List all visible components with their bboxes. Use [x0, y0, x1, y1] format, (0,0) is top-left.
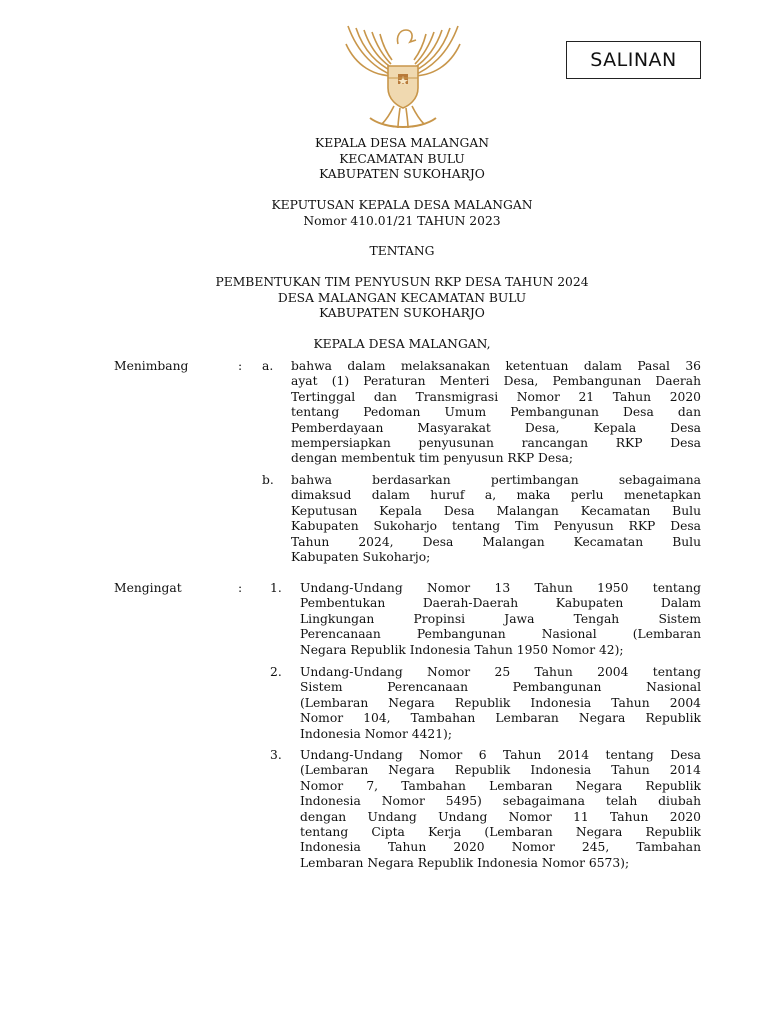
text-line: (Lembaran Negara Republik Indonesia Tahun 2004	[300, 695, 701, 710]
text-line: Indonesia Tahun 2020 Nomor 245, Tambahan	[300, 840, 701, 855]
text-line: Undang-Undang Nomor 6 Tahun 2014 tentang Desa	[300, 748, 701, 762]
text-line: Perencanaan Pembangunan Nasional (Lembaran	[300, 627, 701, 642]
mengingat-item-1	[300, 581, 701, 658]
mengingat-marker-2: 2.	[270, 665, 282, 679]
mengingat-item-2	[300, 665, 701, 742]
text-line: bahwa berdasarkan pertimbangan sebagaimana	[291, 473, 701, 487]
text-line: mempersiapkan penyusunan rancangan RKP Desa	[291, 436, 701, 451]
subject-line-2: DESA MALANGAN KECAMATAN BULU	[277, 290, 527, 305]
text-line: Tahun 2024, Desa Malangan Kecamatan Bulu	[291, 534, 701, 549]
text-line: dimaksud dalam huruf a, maka perlu menetapkan	[291, 488, 701, 503]
text-line: Indonesia Nomor 5495) sebagaimana telah diubah	[300, 794, 701, 809]
text-line: tentang Pedoman Umum Pembangunan Desa dan	[291, 405, 701, 420]
authority-line-1: KEPALA DESA MALANGAN	[315, 136, 489, 150]
text-line: Negara Republik Indonesia Tahun 1950 Nomor 42);	[300, 642, 624, 657]
menimbang-item-a	[291, 359, 701, 467]
text-line: Tertinggal dan Transmigrasi Nomor 21 Tahun 2020	[291, 389, 701, 404]
text-line: Undang-Undang Nomor 25 Tahun 2004 tentang	[300, 665, 701, 679]
text-line: Nomor 104, Tambahan Lembaran Negara Republik	[300, 711, 701, 726]
text-line: Nomor 7, Tambahan Lembaran Negara Republik	[300, 778, 701, 793]
menimbang-item-b	[291, 473, 701, 565]
text-line: dengan Undang Undang Nomor 11 Tahun 2020	[300, 809, 701, 824]
salinan-stamp: SALINAN	[566, 41, 701, 79]
text-line: Sistem Perencanaan Pembangunan Nasional	[300, 680, 701, 695]
text-line: tentang Cipta Kerja (Lembaran Negara Republik	[300, 825, 701, 840]
decree-number: Nomor 410.01/21 TAHUN 2023	[303, 213, 501, 228]
mengingat-label: Mengingat	[114, 581, 182, 595]
subject-line-1: PEMBENTUKAN TIM PENYUSUN RKP DESA TAHUN 2024	[215, 275, 589, 289]
text-line: bahwa dalam melaksanakan ketentuan dalam Pasal 36	[291, 359, 701, 373]
menimbang-marker-a: a.	[262, 359, 274, 373]
mengingat-colon: :	[238, 581, 243, 595]
text-line: Keputusan Kepala Desa Malangan Kecamatan Bulu	[291, 503, 701, 518]
garuda-pancasila-emblem-icon	[336, 14, 470, 136]
text-line: dengan membentuk tim penyusun RKP Desa;	[291, 451, 573, 466]
mengingat-marker-1: 1.	[270, 581, 282, 595]
text-line: Pemberdayaan Masyarakat Desa, Kepala Desa	[291, 420, 701, 435]
text-line: Kabupaten Sukoharjo tentang Tim Penyusun RKP Desa	[291, 519, 701, 534]
mengingat-item-3	[300, 748, 701, 871]
text-line: Undang-Undang Nomor 13 Tahun 1950 tentang	[300, 581, 701, 595]
subject-line-3: KABUPATEN SUKOHARJO	[319, 306, 485, 320]
about-heading: TENTANG	[369, 244, 435, 258]
mengingat-marker-3: 3.	[270, 748, 282, 762]
text-line: Kabupaten Sukoharjo;	[291, 550, 431, 565]
text-line: Indonesia Nomor 4421);	[300, 726, 452, 741]
text-line: ayat (1) Peraturan Menteri Desa, Pembangunan Daerah	[291, 374, 701, 389]
menimbang-colon: :	[238, 359, 243, 373]
decree-title: KEPUTUSAN KEPALA DESA MALANGAN	[271, 198, 533, 212]
text-line: Pembentukan Daerah-Daerah Kabupaten Dalam	[300, 596, 701, 611]
menimbang-label: Menimbang	[114, 359, 189, 373]
text-line: Lembaran Negara Republik Indonesia Nomor 6573);	[300, 855, 630, 870]
menimbang-marker-b: b.	[262, 473, 274, 487]
text-line: (Lembaran Negara Republik Indonesia Tahun 2014	[300, 763, 701, 778]
text-line: Lingkungan Propinsi Jawa Tengah Sistem	[300, 611, 701, 626]
issuer-heading: KEPALA DESA MALANGAN,	[313, 337, 491, 351]
authority-line-3: KABUPATEN SUKOHARJO	[319, 167, 485, 181]
authority-line-2: KECAMATAN BULU	[339, 151, 465, 166]
